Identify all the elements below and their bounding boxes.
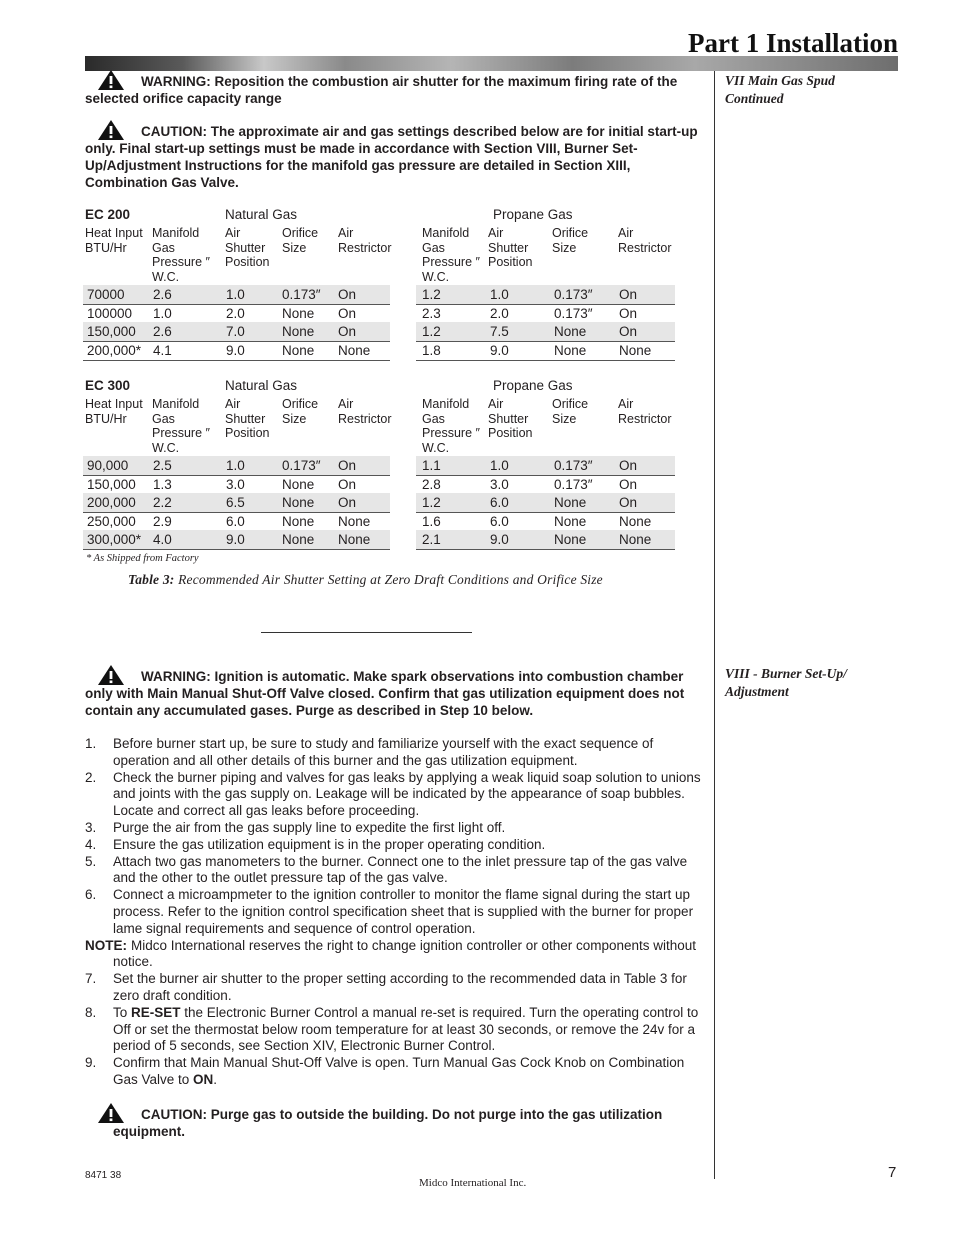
- table-cell: None: [282, 495, 315, 511]
- table-cell: On: [619, 476, 638, 492]
- table-cell: 2.0: [226, 305, 245, 321]
- col-header-heat-input: Heat Input BTU/Hr: [85, 397, 143, 426]
- list-item: 7. Set the burner air shutter to the proper setting according to the recommended data in Table 3 for zero draft condition.: [85, 971, 687, 1003]
- table-row: [83, 456, 390, 476]
- table-ec200: [85, 207, 685, 367]
- table-cell: On: [619, 305, 638, 321]
- table-cell: None: [554, 495, 587, 511]
- table-cell: 7.5: [490, 324, 509, 340]
- table-cell: 150,000: [87, 476, 136, 492]
- table-cell: 2.6: [153, 324, 172, 340]
- table-cell: 100000: [87, 305, 133, 321]
- caution-triangle-icon: [97, 119, 125, 141]
- col-header-restrictor: Air Restrictor: [338, 397, 392, 426]
- col-header-orifice-lp: Orifice Size: [552, 397, 589, 426]
- natural-gas-label: Natural Gas: [225, 378, 298, 393]
- table-row: [416, 530, 675, 550]
- table-cell: 250,000: [87, 513, 136, 529]
- table-cell: 3.0: [226, 476, 245, 492]
- table-cell: 1.1: [422, 458, 441, 473]
- table-row: [416, 512, 675, 532]
- table-cell: 6.0: [490, 495, 509, 511]
- table-cell: 200,000*: [87, 342, 142, 358]
- warning-triangle-icon: [97, 69, 125, 91]
- table-cell: On: [619, 495, 638, 511]
- table-cell: None: [282, 476, 315, 492]
- table-cell: 4.1: [153, 342, 172, 358]
- table-cell: 1.8: [422, 342, 441, 358]
- table-row: [416, 341, 675, 361]
- table-cell: None: [619, 342, 652, 358]
- table-cell: 200,000: [87, 495, 136, 511]
- table-cell: 1.0: [490, 287, 509, 302]
- section-rule: [261, 632, 472, 633]
- table-model: EC 200: [85, 207, 131, 222]
- table-cell: None: [282, 324, 315, 340]
- table-cell: 0.173″: [282, 287, 321, 302]
- table-cell: On: [338, 305, 357, 321]
- table-cell: None: [338, 342, 371, 358]
- table-row: [416, 456, 675, 476]
- list-item: 6. Connect a microampmeter to the ignition controller to monitor the flame signal during the start up process. Refer to the ignition control specification sheet that is supplied with the burner for proper lame signal requirements and sequence of control operation.: [85, 887, 694, 936]
- list-item: 8. To RE-SET the Electronic Burner Control a manual re-set is required. Turn the operating control to Off or set the thermostat below room temperature for at least 30 seconds, or remove the 24v for a period of 5 seconds, see Section XIV, Electronic Burner Control.: [85, 1004, 699, 1054]
- table-cell: None: [338, 513, 371, 529]
- table-cell: None: [282, 342, 315, 358]
- table-row: [416, 285, 675, 305]
- caution-notice-1: [85, 123, 705, 191]
- table-cell: 1.2: [422, 287, 441, 302]
- page-title: Part 1 Installation: [687, 28, 898, 58]
- table-row: [83, 285, 390, 305]
- table-row: [416, 304, 675, 324]
- list-item: 2. Check the burner piping and valves for gas leaks by applying a weak liquid soap solution to unions and joints with the gas supply on. Leakage will be indicated by the appearance of soap bubbles. Locate and correct all gas leaks before proceeding.: [85, 769, 701, 819]
- table-cell: 6.5: [226, 495, 245, 511]
- side-note-main-gas-spud: VII Main Gas Spud Continued: [725, 73, 835, 106]
- caution-text-2: CAUTION: Purge gas to outside the building. Do not purge into the gas utilization equipment.: [113, 1107, 663, 1139]
- table-cell: None: [619, 532, 652, 548]
- table-cell: 1.2: [422, 324, 441, 340]
- table-cell: 150,000: [87, 324, 136, 340]
- note-item: NOTE: Midco International reserves the right to change ignition controller or other components without notice.: [85, 937, 697, 970]
- setup-steps-list: [85, 736, 710, 1089]
- table-caption: [128, 572, 603, 588]
- table-model: EC 300: [85, 378, 131, 393]
- page-number: 7: [888, 1164, 897, 1181]
- table-cell: 1.3: [153, 476, 172, 492]
- table-cell: 1.6: [422, 513, 441, 529]
- table-cell: None: [282, 532, 315, 548]
- col-header-manifold-lp: Manifold Gas Pressure ″ W.C.: [422, 397, 480, 456]
- list-item: 5. Attach two gas manometers to the burner. Connect one to the inlet pressure tap of the gas valve and the other to the outlet pressure tap of the gas valve.: [85, 853, 688, 886]
- table-row: [83, 341, 390, 361]
- col-header-shutter: Air Shutter Position: [225, 226, 270, 270]
- col-header-restrictor-lp: Air Restrictor: [618, 226, 672, 255]
- col-header-manifold-lp: Manifold Gas Pressure ″ W.C.: [422, 226, 480, 285]
- table-cell: 6.0: [226, 513, 245, 529]
- table-cell: 6.0: [490, 513, 509, 529]
- table-cell: None: [554, 324, 587, 340]
- table-cell: None: [282, 513, 315, 529]
- col-header-orifice-lp: Orifice Size: [552, 226, 589, 255]
- table-cell: None: [554, 532, 587, 548]
- column-divider: [714, 71, 715, 1179]
- table-cell: 2.1: [422, 532, 441, 548]
- table-cell: 2.8: [422, 476, 441, 492]
- table-cell: 1.0: [226, 458, 245, 473]
- table-cell: None: [554, 342, 587, 358]
- col-header-heat-input: Heat Input BTU/Hr: [85, 226, 143, 255]
- table-cell: 2.2: [153, 495, 172, 511]
- caption-text: Recommended Air Shutter Setting at Zero Draft Conditions and Orifice Size: [178, 572, 603, 587]
- col-header-orifice: Orifice Size: [282, 226, 319, 255]
- propane-gas-label: Propane Gas: [493, 207, 573, 222]
- propane-gas-label: Propane Gas: [493, 378, 573, 393]
- table-cell: 1.0: [153, 305, 172, 321]
- col-header-orifice: Orifice Size: [282, 397, 319, 426]
- table-cell: 1.0: [490, 458, 509, 473]
- list-item: 1. Before burner start up, be sure to study and familiarize yourself with the exact sequence of operation and all other details of this burner and the gas utilization equipment.: [85, 736, 654, 768]
- table-cell: 70000: [87, 287, 125, 302]
- side-note-burner-setup: VIII - Burner Set-Up/ Adjustment: [725, 666, 847, 699]
- table-row: [83, 322, 390, 342]
- table-cell: 2.6: [153, 287, 172, 302]
- table-cell: 4.0: [153, 532, 172, 548]
- table-cell: On: [619, 458, 638, 473]
- table-cell: 0.173″: [554, 458, 593, 473]
- warning-notice-1: [85, 73, 705, 107]
- table-cell: On: [338, 287, 357, 302]
- table-cell: 2.5: [153, 458, 172, 473]
- col-header-restrictor: Air Restrictor: [338, 226, 392, 255]
- table-cell: None: [619, 513, 652, 529]
- table-cell: 9.0: [226, 532, 245, 548]
- table-cell: 2.9: [153, 513, 172, 529]
- table-row: [416, 493, 675, 513]
- table-row: [83, 475, 390, 495]
- table-ec300: [85, 378, 685, 558]
- table-cell: 9.0: [490, 532, 509, 548]
- table-cell: On: [338, 324, 357, 340]
- document-code: 8471 38: [85, 1170, 122, 1181]
- table-cell: 2.3: [422, 305, 441, 321]
- company-name: Midco International Inc.: [419, 1177, 527, 1189]
- table-cell: 3.0: [490, 476, 509, 492]
- table-cell: 2.0: [490, 305, 509, 321]
- warning-text-2: WARNING: Ignition is automatic. Make spark observations into combustion chamber only with Main Manual Shut-Off Valve closed. Confirm that gas utilization equipment does not contain any accumulated gases. Purge as described in Step 10 below.: [85, 669, 685, 718]
- warning-triangle-icon: [97, 664, 125, 686]
- warning-notice-2: [85, 668, 710, 719]
- table-cell: 9.0: [226, 342, 245, 358]
- natural-gas-label: Natural Gas: [225, 207, 298, 222]
- table-cell: 1.2: [422, 495, 441, 511]
- table-cell: On: [619, 287, 638, 302]
- table-footnote: * As Shipped from Factory: [86, 553, 199, 564]
- caption-label: Table 3:: [128, 572, 175, 587]
- table-cell: None: [282, 305, 315, 321]
- col-header-shutter-lp: Air Shutter Position: [488, 397, 533, 441]
- warning-text-1: WARNING: Reposition the combustion air shutter for the maximum firing rate of the selected orifice capacity range: [85, 74, 678, 106]
- list-item: 4. Ensure the gas utilization equipment is in the proper operating condition.: [85, 836, 546, 852]
- caution-triangle-icon: [97, 1102, 125, 1124]
- caution-notice-2: [85, 1106, 705, 1140]
- col-header-manifold: Manifold Gas Pressure ″ W.C.: [152, 397, 210, 456]
- table-row: [83, 512, 390, 532]
- table-cell: 7.0: [226, 324, 245, 340]
- col-header-restrictor-lp: Air Restrictor: [618, 397, 672, 426]
- table-cell: 1.0: [226, 287, 245, 302]
- table-cell: None: [554, 513, 587, 529]
- col-header-shutter-lp: Air Shutter Position: [488, 226, 533, 270]
- table-cell: 0.173″: [554, 476, 593, 492]
- table-cell: None: [338, 532, 371, 548]
- table-cell: On: [619, 324, 638, 340]
- caution-text-1: CAUTION: The approximate air and gas settings described below are for initial start-up only. Final start-up settings must be made in accordance with Section VIII, Burner Set-Up/Adjustment Instructions for the manifold gas pressure are detailed in Section XIII, Combination Gas Valve.: [85, 124, 698, 190]
- table-cell: 300,000*: [87, 532, 142, 548]
- table-cell: 9.0: [490, 342, 509, 358]
- table-cell: 0.173″: [282, 458, 321, 473]
- table-row: [83, 530, 390, 550]
- table-row: [83, 304, 390, 324]
- col-header-manifold: Manifold Gas Pressure ″ W.C.: [152, 226, 210, 285]
- table-row: [416, 322, 675, 342]
- table-cell: On: [338, 458, 357, 473]
- list-item: 3. Purge the air from the gas supply line to expedite the first light off.: [85, 819, 506, 835]
- list-item: 9. Confirm that Main Manual Shut-Off Valve is open. Turn Manual Gas Cock Knob on Combination Gas Valve to ON.: [85, 1055, 685, 1087]
- table-cell: 90,000: [87, 458, 129, 473]
- table-cell: 0.173″: [554, 305, 593, 321]
- table-cell: 0.173″: [554, 287, 593, 302]
- table-row: [416, 475, 675, 495]
- table-cell: On: [338, 495, 357, 511]
- table-row: [83, 493, 390, 513]
- table-cell: On: [338, 476, 357, 492]
- col-header-shutter: Air Shutter Position: [225, 397, 270, 441]
